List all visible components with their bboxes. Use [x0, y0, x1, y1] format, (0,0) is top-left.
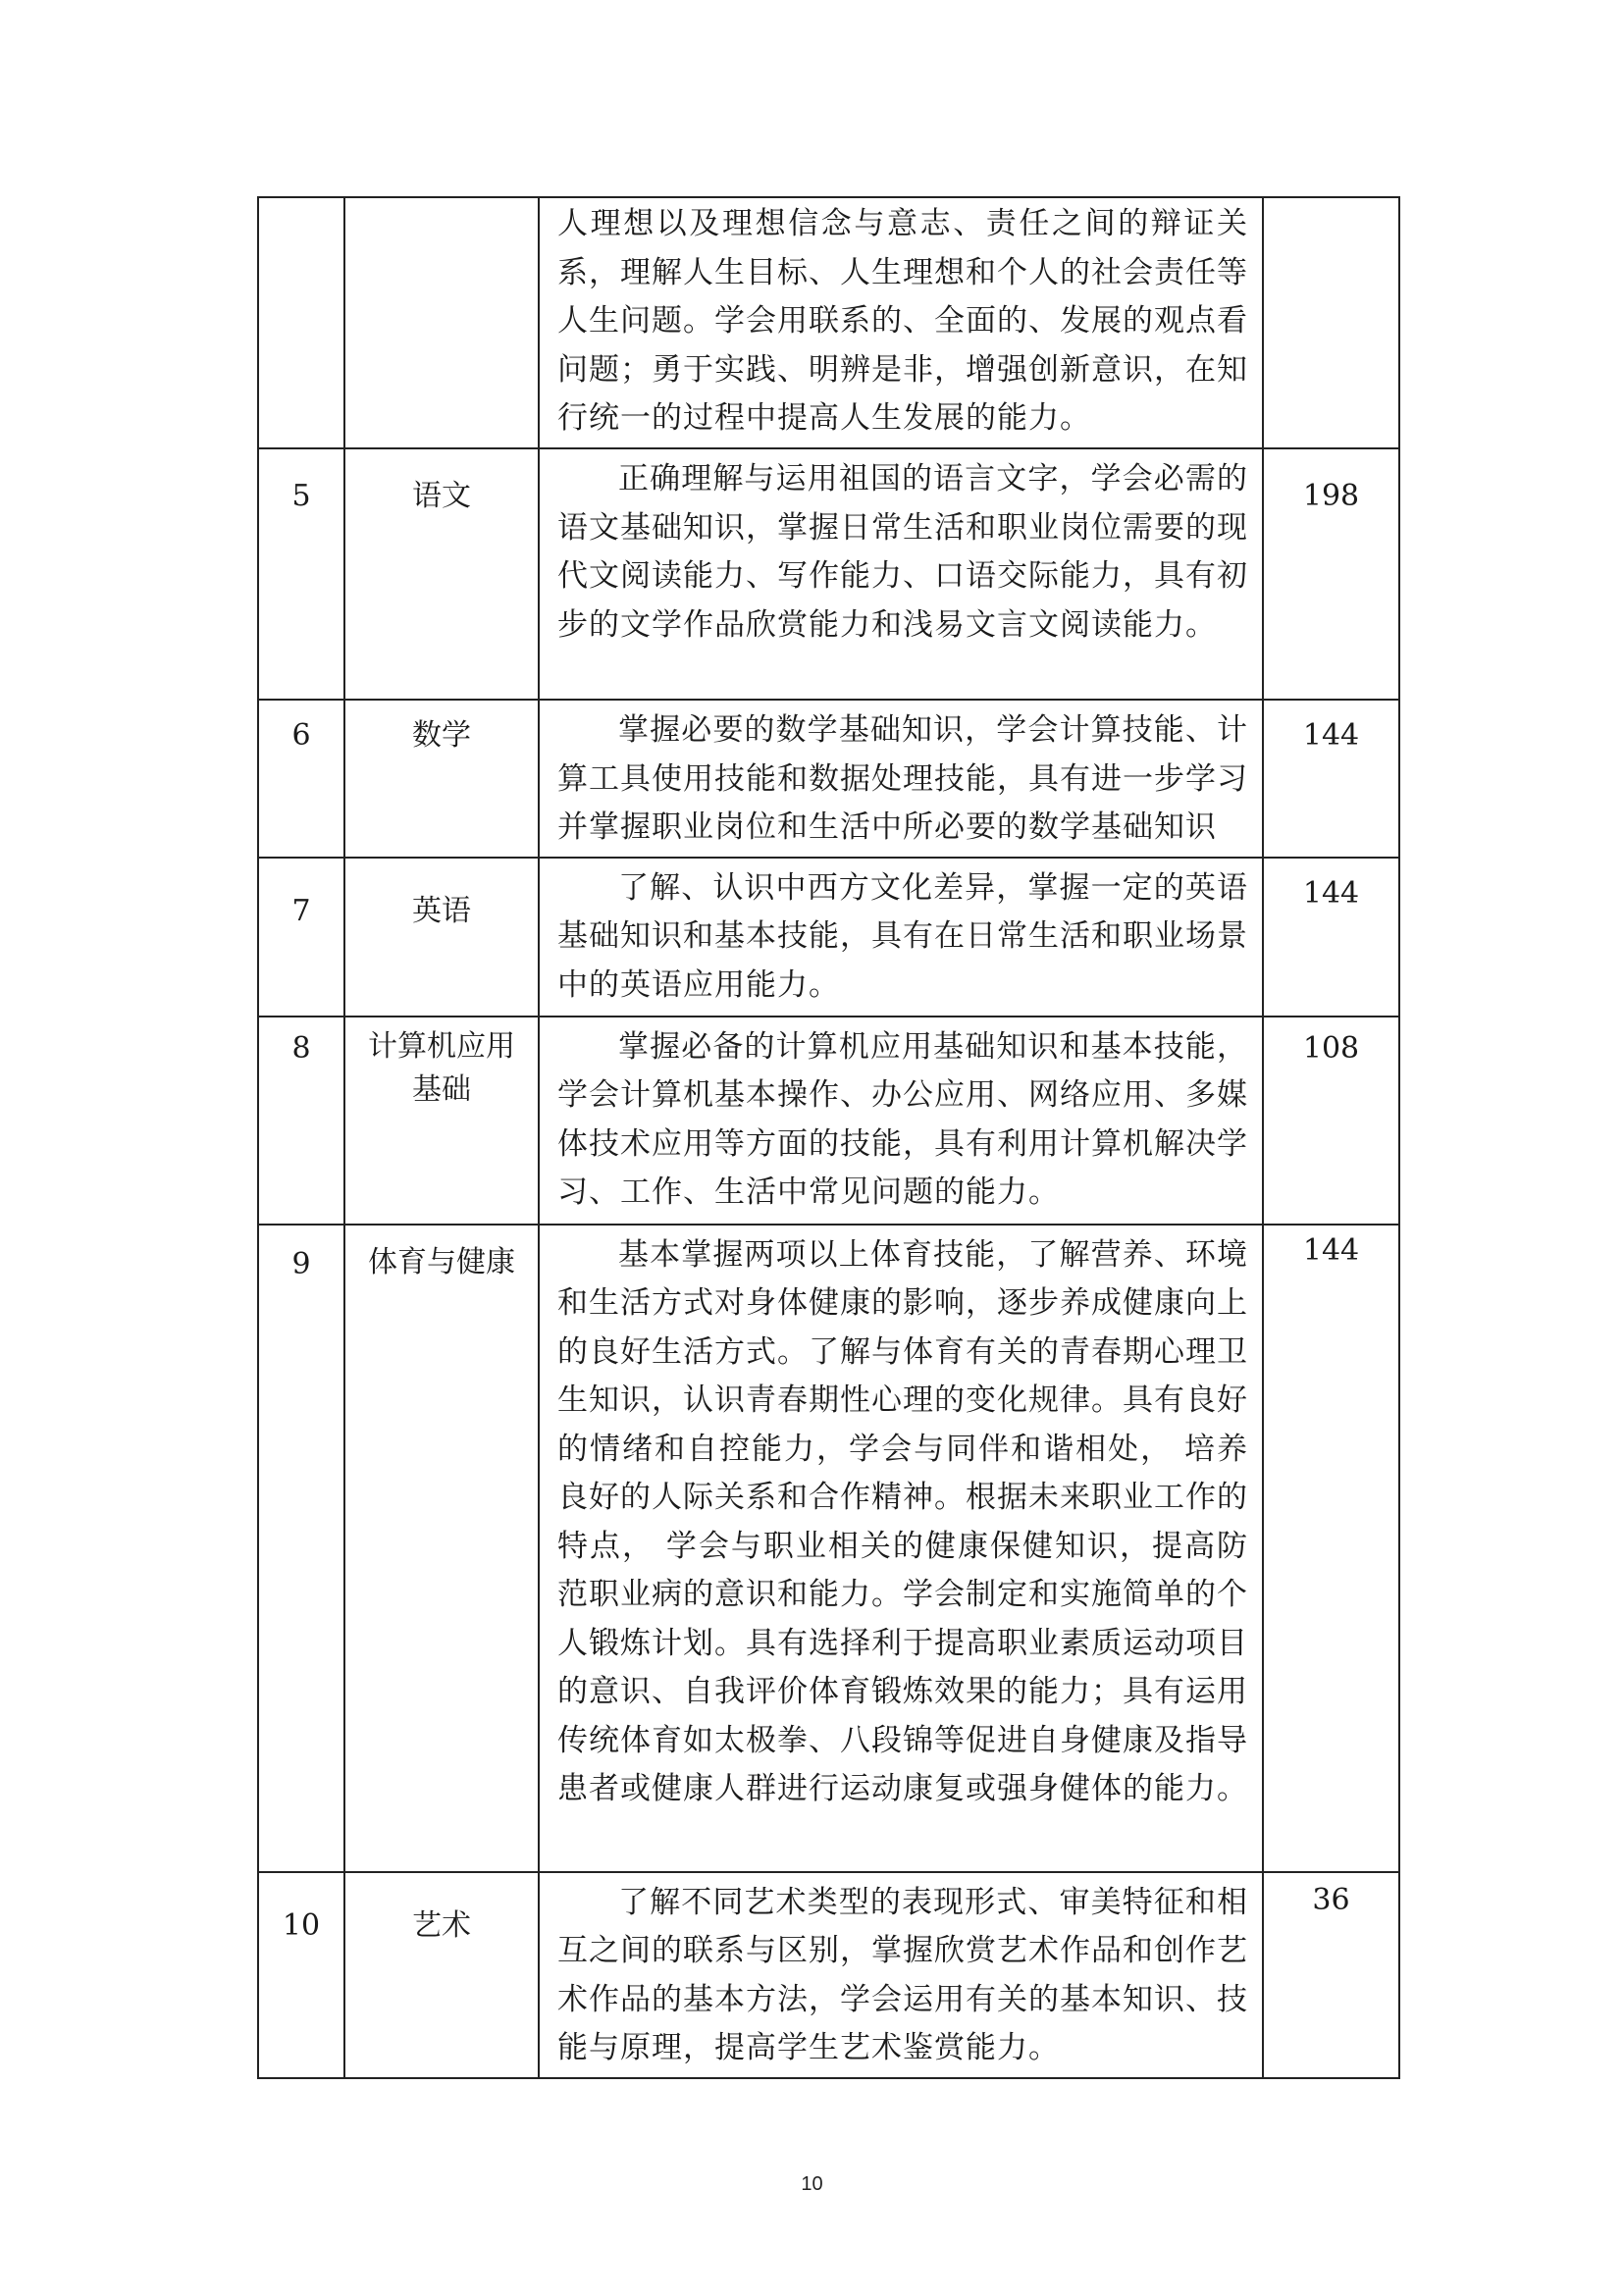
course-description-cell: 掌握必备的计算机应用基础知识和基本技能，学会计算机基本操作、办公应用、网络应用、多媒体技术应用等方面的技能，具有利用计算机解决学习、工作、生活中常见问题的能力。 — [539, 1017, 1263, 1225]
course-description-cell: 人理想以及理想信念与意志、责任之间的辩证关系，理解人生目标、人生理想和个人的社会责任等人生问题。学会用联系的、全面的、发展的观点看问题；勇于实践、明辨是非，增强创新意识，在知行统一的过程中提高人生发展的能力。 — [539, 197, 1263, 448]
table-row — [258, 448, 1399, 700]
course-name-cell: 英语 — [344, 858, 539, 1017]
table-row — [258, 858, 1399, 1017]
course-name-cell: 体育与健康 — [344, 1225, 539, 1872]
course-name-cell: 计算机应用基础 — [344, 1017, 539, 1225]
course-hours-cell: 108 — [1263, 1017, 1399, 1225]
course-number-cell: 8 — [258, 1017, 344, 1225]
course-description-cell: 了解不同艺术类型的表现形式、审美特征和相互之间的联系与区别，掌握欣赏艺术作品和创作艺术作品的基本方法，学会运用有关的基本知识、技能与原理，提高学生艺术鉴赏能力。 — [539, 1872, 1263, 2078]
table-row — [258, 197, 1399, 448]
course-name-cell: 数学 — [344, 700, 539, 858]
table-row — [258, 1225, 1399, 1872]
course-number-cell: 6 — [258, 700, 344, 858]
course-hours-cell: 144 — [1263, 700, 1399, 858]
course-number-cell: 7 — [258, 858, 344, 1017]
course-description-cell: 基本掌握两项以上体育技能，了解营养、环境和生活方式对身体健康的影响，逐步养成健康向上的良好生活方式。了解与体育有关的青春期心理卫生知识，认识青春期性心理的变化规律。具有良好的情绪和自控能力，学会与同伴和谐相处， 培养良好的人际关系和合作精神。根据未来职业工作的特点， 学会与职业相关的健康保健知识，提高防范职业病的意识和能力。学会制定和实施简单的个人锻炼计划。具有选择利于提高职业素质运动项目的意识、自我评价体育锻炼效果的能力；具有运用传统体育如太极拳、八段锦等促进自身健康及指导患者或健康人群进行运动康复或强身健体的能力。 — [539, 1225, 1263, 1872]
course-number-cell: 5 — [258, 448, 344, 700]
course-description-cell: 正确理解与运用祖国的语言文字，学会必需的语文基础知识，掌握日常生活和职业岗位需要的现代文阅读能力、写作能力、口语交际能力，具有初步的文学作品欣赏能力和浅易文言文阅读能力。 — [539, 448, 1263, 700]
course-hours-cell: 36 — [1263, 1872, 1399, 2078]
course-number-cell — [258, 197, 344, 448]
course-name-cell: 语文 — [344, 448, 539, 700]
course-table — [257, 196, 1400, 2079]
course-number-cell: 9 — [258, 1225, 344, 1872]
table-row — [258, 700, 1399, 858]
course-hours-cell: 144 — [1263, 1225, 1399, 1872]
table-row — [258, 1872, 1399, 2078]
course-hours-cell — [1263, 197, 1399, 448]
table-row — [258, 1017, 1399, 1225]
course-description-cell: 掌握必要的数学基础知识，学会计算技能、计算工具使用技能和数据处理技能，具有进一步学习并掌握职业岗位和生活中所必要的数学基础知识 — [539, 700, 1263, 858]
course-hours-cell: 198 — [1263, 448, 1399, 700]
page-number: 10 — [801, 2173, 823, 2195]
course-number-cell: 10 — [258, 1872, 344, 2078]
course-name-cell: 艺术 — [344, 1872, 539, 2078]
course-description-cell: 了解、认识中西方文化差异，掌握一定的英语基础知识和基本技能，具有在日常生活和职业场景中的英语应用能力。 — [539, 858, 1263, 1017]
course-name-cell — [344, 197, 539, 448]
course-hours-cell: 144 — [1263, 858, 1399, 1017]
